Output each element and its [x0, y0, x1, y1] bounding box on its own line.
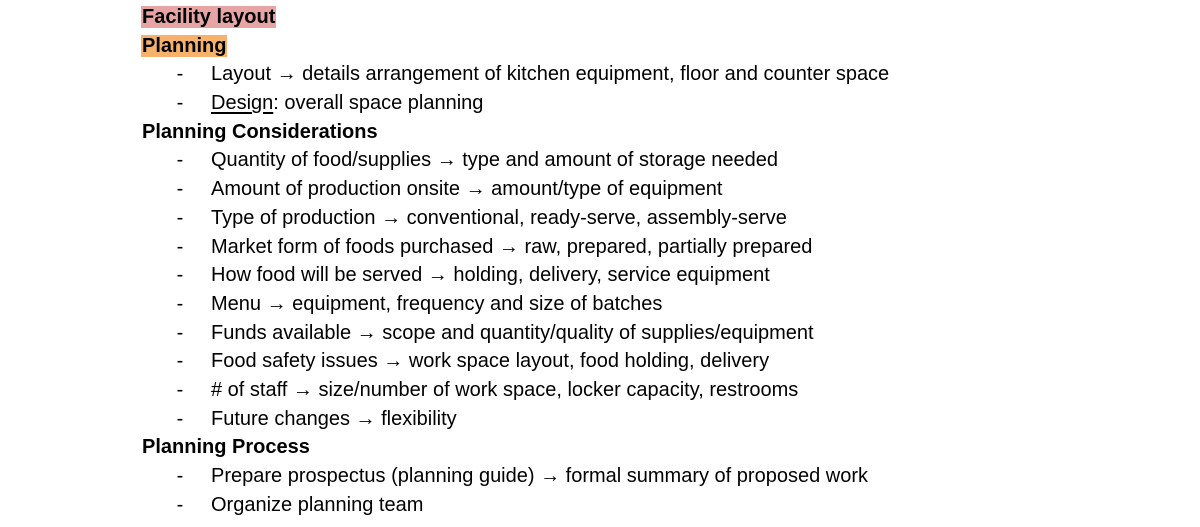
list-item-text: Food safety issues → work space layout, food holding, delivery — [211, 350, 770, 373]
list-item-text: # of staff → size/number of work space, locker capacity, restrooms — [211, 378, 799, 401]
list-item — [141, 290, 1181, 319]
section-heading — [141, 433, 1181, 462]
list-item-text: Funds available → scope and quantity/quality of supplies/equipment — [211, 321, 814, 344]
list-item-text: Organize planning team — [211, 493, 424, 516]
bullet-dash: - — [176, 92, 184, 115]
list-item-text: Quantity of food/supplies → type and amount of storage needed — [211, 149, 779, 172]
bullet-dash: - — [176, 178, 184, 201]
section-heading-text: Facility layout — [142, 6, 276, 28]
bullet-dash: - — [176, 206, 184, 229]
bullet-dash: - — [176, 493, 184, 516]
section-heading-text: Planning Process — [142, 436, 310, 459]
list-item — [141, 60, 1181, 89]
bullet-dash: - — [176, 235, 184, 258]
list-item — [141, 261, 1181, 290]
list-item — [141, 175, 1181, 204]
bullet-dash: - — [176, 407, 184, 430]
bullet-dash: - — [176, 350, 184, 373]
list-item — [141, 319, 1181, 348]
list-item — [141, 405, 1181, 434]
list-item-text: How food will be served → holding, delivery, service equipment — [211, 264, 770, 287]
section-heading-text: Planning Considerations — [142, 120, 378, 143]
section-heading — [141, 118, 1181, 147]
bullet-dash: - — [176, 292, 184, 315]
list-item-text: Amount of production onsite → amount/type of equipment — [211, 178, 723, 201]
section-heading — [141, 3, 1181, 32]
list-item — [141, 491, 1181, 520]
list-item — [141, 89, 1181, 118]
section-heading-text: Planning — [142, 34, 227, 57]
document-body — [141, 3, 1181, 519]
list-item — [141, 204, 1181, 233]
bullet-dash: - — [176, 149, 184, 172]
list-item — [141, 146, 1181, 175]
list-item — [141, 347, 1181, 376]
bullet-dash: - — [176, 321, 184, 344]
list-item-text: Menu → equipment, frequency and size of batches — [211, 292, 663, 315]
bullet-dash: - — [176, 264, 184, 287]
list-item-text: Future changes → flexibility — [211, 407, 457, 430]
list-item-text: Prepare prospectus (planning guide) → formal summary of proposed work — [211, 465, 868, 487]
list-item-text: : overall space planning — [273, 92, 484, 115]
list-item-link: Design — [211, 92, 274, 115]
section-heading — [141, 32, 1181, 61]
bullet-dash: - — [176, 63, 184, 86]
list-item-text: Type of production → conventional, ready-serve, assembly-serve — [211, 206, 787, 229]
list-item — [141, 233, 1181, 262]
bullet-dash: - — [176, 378, 184, 401]
bullet-dash: - — [176, 465, 184, 487]
list-item-text: Market form of foods purchased → raw, prepared, partially prepared — [211, 235, 813, 258]
list-item-text: Layout → details arrangement of kitchen equipment, floor and counter space — [211, 63, 890, 86]
list-item — [141, 462, 1181, 491]
list-item — [141, 376, 1181, 405]
